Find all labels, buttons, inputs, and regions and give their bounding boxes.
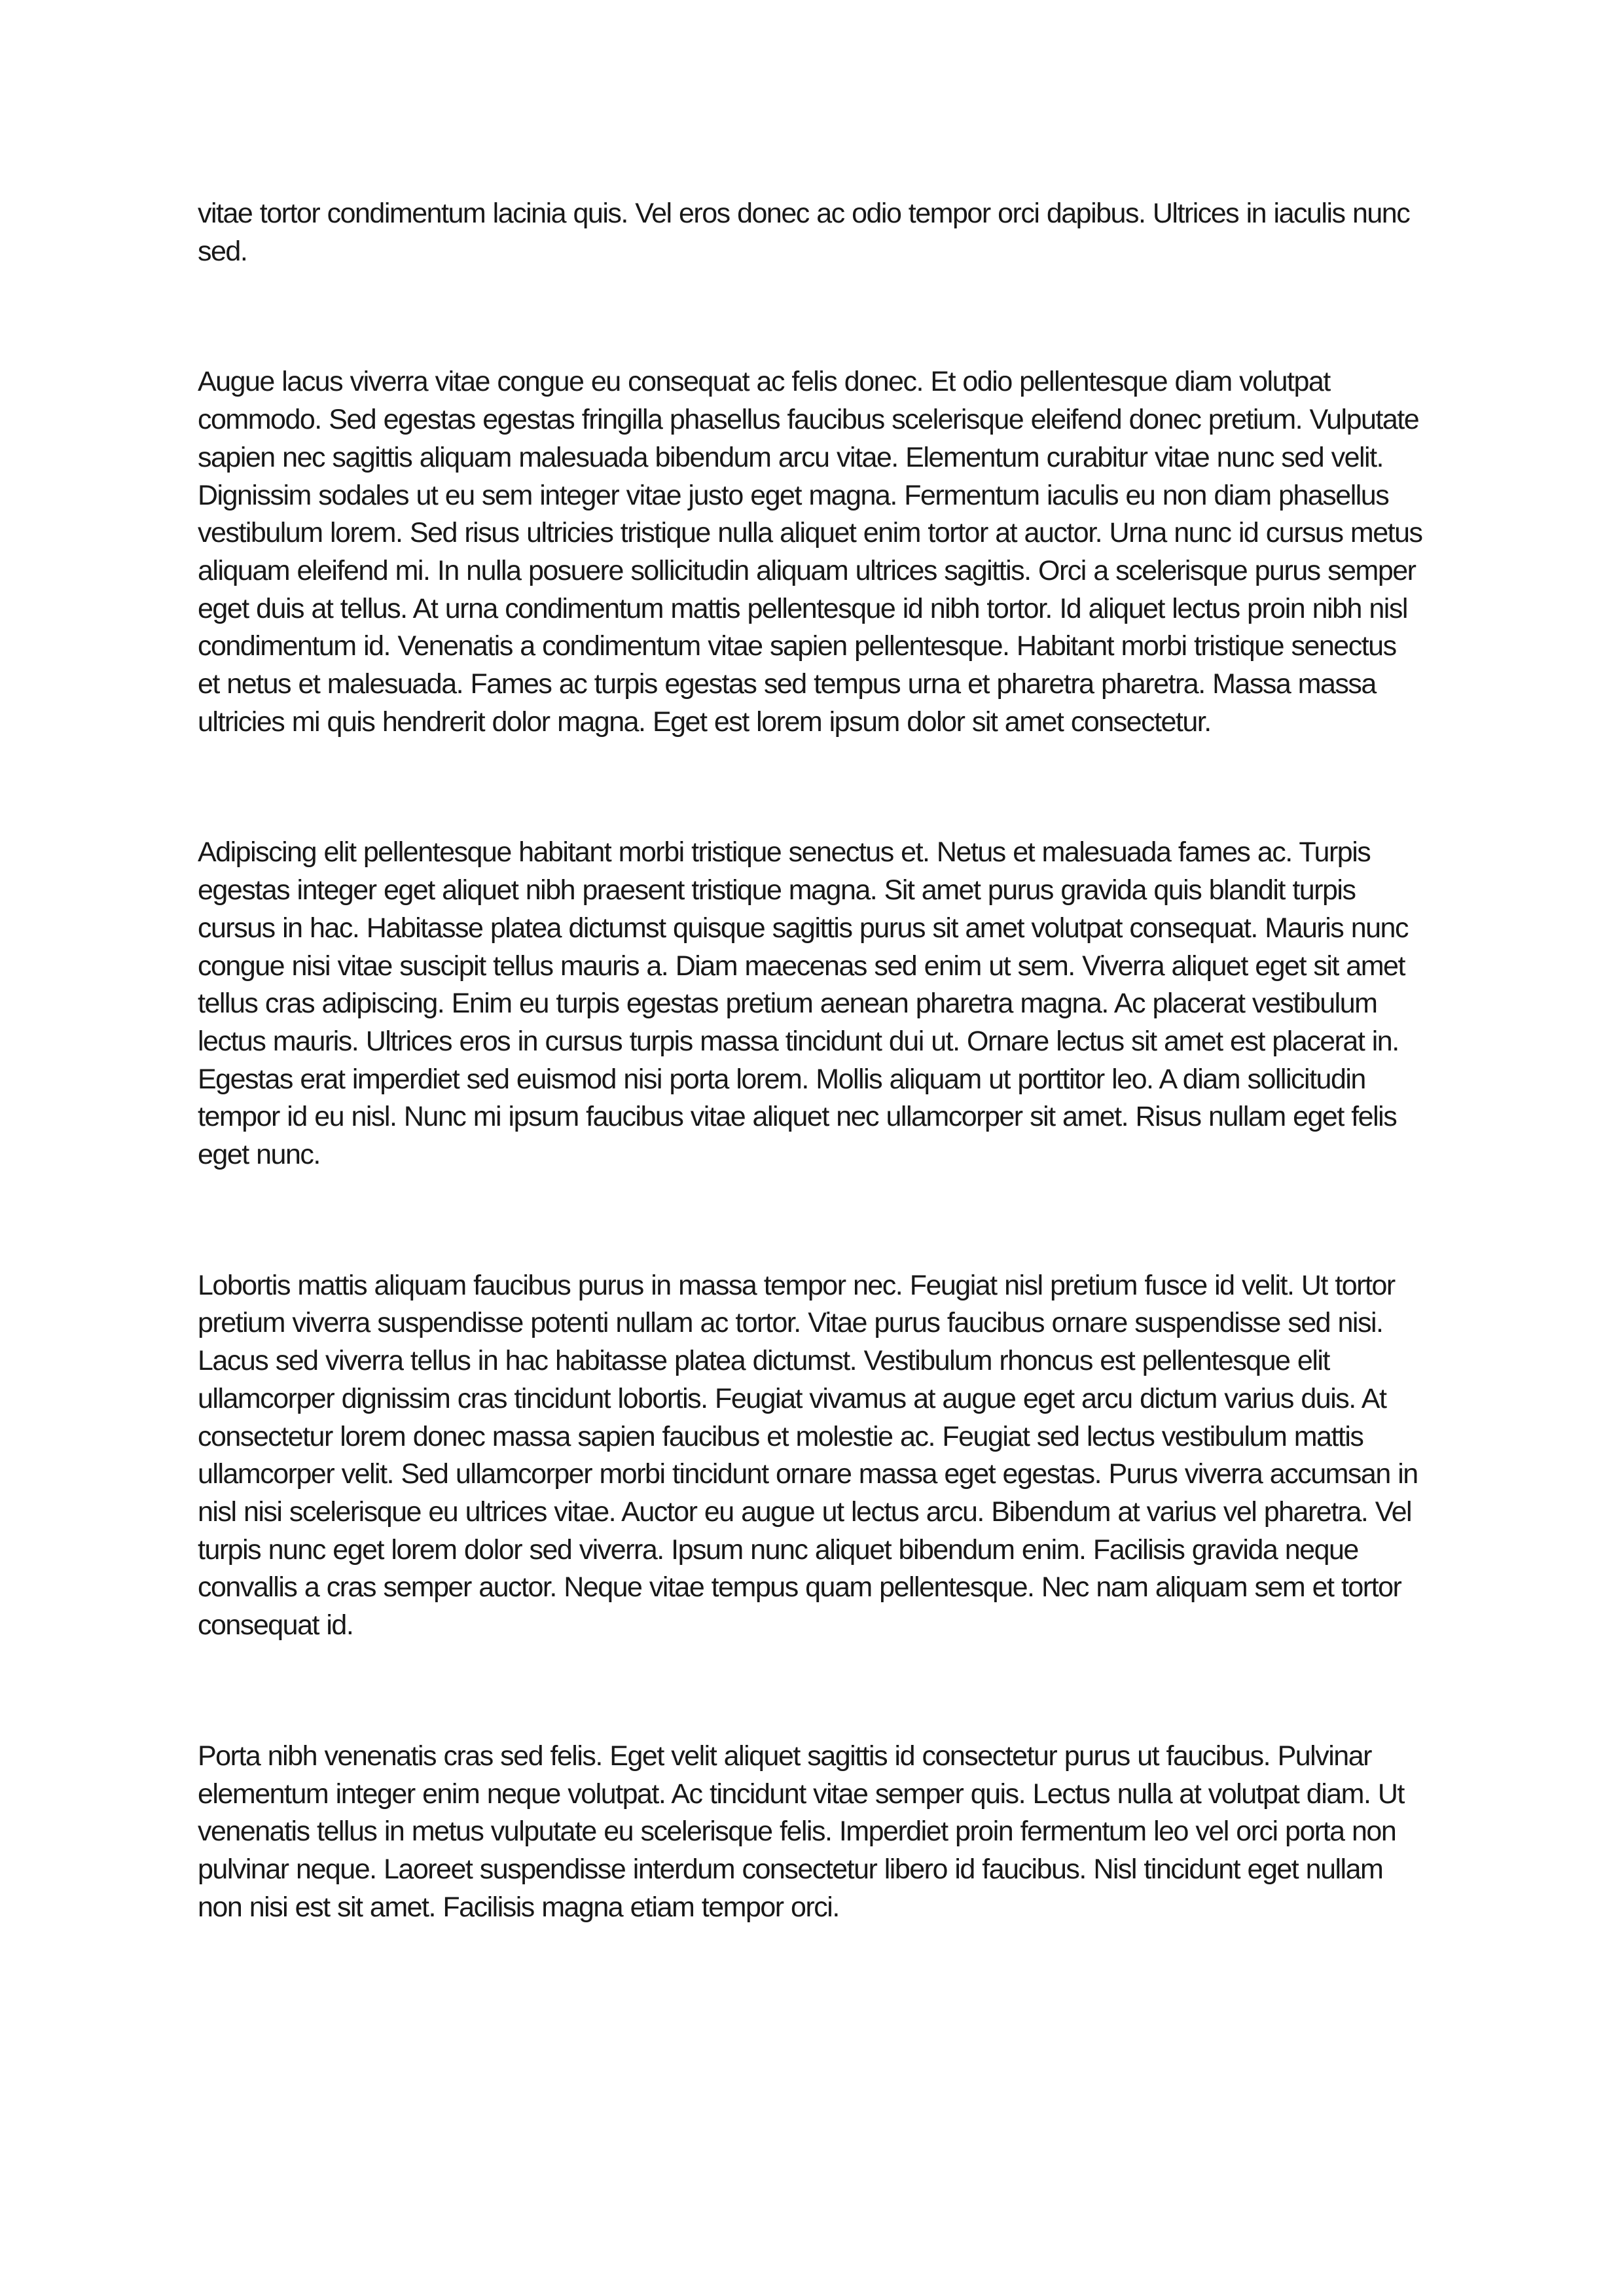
paragraph-5: Porta nibh venenatis cras sed felis. Eget velit aliquet sagittis id consectetur purus ut faucibus. Pulvinar elementum integer enim neque volutpat. Ac tincidunt vitae semper quis. Lectus nulla at volutpat diam. Ut venenatis tellus in metus vulputate eu scelerisque felis. Imperdiet proin fermentum leo vel orci porta non pulvinar neque. Laoreet suspendisse interdum consectetur libero id faucibus. Nisl tincidunt eget nullam non nisi est sit amet. Facilisis magna etiam tempor orci.: [198, 1740, 1404, 1923]
document-text-block: [198, 195, 1423, 1926]
paragraph-1: vitae tortor condimentum lacinia quis. Vel eros donec ac odio tempor orci dapibus. Ultrices in iaculis nunc sed.: [198, 198, 1410, 267]
paragraph-4: Lobortis mattis aliquam faucibus purus in massa tempor nec. Feugiat nisl pretium fusce id velit. Ut tortor pretium viverra suspendisse potenti nullam ac tortor. Vitae purus faucibus ornare suspendisse sed nisi. Lacus sed viverra tellus in hac habitasse platea dictumst. Vestibulum rhoncus est pellentesque elit ullamcorper dignissim cras tincidunt lobortis. Feugiat vivamus at augue eget arcu dictum varius duis. At consectetur lorem donec massa sapien faucibus et molestie ac. Feugiat sed lectus vestibulum mattis ullamcorper velit. Sed ullamcorper morbi tincidunt ornare massa eget egestas. Purus viverra accumsan in nisl nisi scelerisque eu ultrices vitae. Auctor eu augue ut lectus arcu. Bibendum at varius vel pharetra. Vel turpis nunc eget lorem dolor sed viverra. Ipsum nunc aliquet bibendum enim. Facilisis gravida neque convallis a cras semper auctor. Neque vitae tempus quam pellentesque. Nec nam aliquam sem et tortor consequat id.: [198, 1269, 1418, 1641]
paragraph-2: Augue lacus viverra vitae congue eu consequat ac felis donec. Et odio pellentesque diam volutpat commodo. Sed egestas egestas fringilla phasellus faucibus scelerisque eleifend donec pretium. Vulputate sapien nec sagittis aliquam malesuada bibendum arcu vitae. Elementum curabitur vitae nunc sed velit. Dignissim sodales ut eu sem integer vitae justo eget magna. Fermentum iaculis eu non diam phasellus vestibulum lorem. Sed risus ultricies tristique nulla aliquet enim tortor at auctor. Urna nunc id cursus metus aliquam eleifend mi. In nulla posuere sollicitudin aliquam ultrices sagittis. Orci a scelerisque purus semper eget duis at tellus. At urna condimentum mattis pellentesque id nibh tortor. Id aliquet lectus proin nibh nisl condimentum id. Venenatis a condimentum vitae sapien pellentesque. Habitant morbi tristique senectus et netus et malesuada. Fames ac turpis egestas sed tempus urna et pharetra pharetra. Massa massa ultricies mi quis hendrerit dolor magna. Eget est lorem ipsum dolor sit amet consectetur.: [198, 366, 1422, 738]
paragraph-3: Adipiscing elit pellentesque habitant morbi tristique senectus et. Netus et malesuada fames ac. Turpis egestas integer eget aliquet nibh praesent tristique magna. Sit amet purus gravida quis blandit turpis cursus in hac. Habitasse platea dictumst quisque sagittis purus sit amet volutpat consequat. Mauris nunc congue nisi vitae suscipit tellus mauris a. Diam maecenas sed enim ut sem. Viverra aliquet eget sit amet tellus cras adipiscing. Enim eu turpis egestas pretium aenean pharetra magna. Ac placerat vestibulum lectus mauris. Ultrices eros in cursus turpis massa tincidunt dui ut. Ornare lectus sit amet est placerat in. Egestas erat imperdiet sed euismod nisi porta lorem. Mollis aliquam ut porttitor leo. A diam sollicitudin tempor id eu nisl. Nunc mi ipsum faucibus vitae aliquet nec ullamcorper sit amet. Risus nullam eget felis eget nunc.: [198, 836, 1408, 1171]
